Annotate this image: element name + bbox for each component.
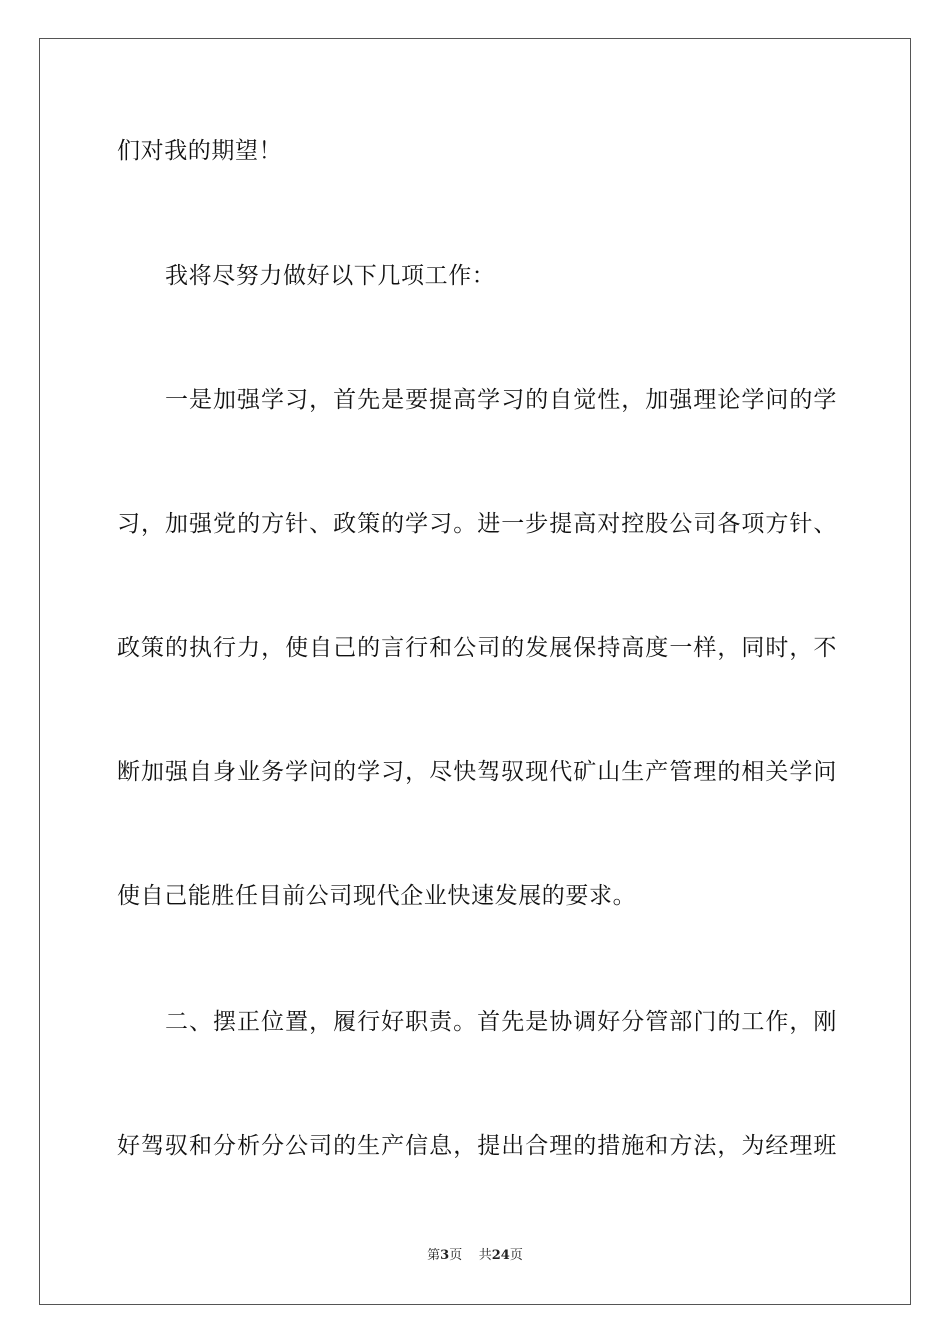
footer-total-suffix: 页 [509,1248,523,1263]
text-line-8: 二、摆正位置，履行好职责。首先是协调好分管部门的工作，刚 [165,1009,837,1035]
text-line-5: 政策的执行力，使自己的言行和公司的发展保持高度一样，同时，不 [117,635,837,661]
page-footer [0,1247,950,1265]
footer-page-suffix: 页 [449,1248,463,1263]
page-border [39,38,911,1305]
text-line-6: 断加强自身业务学问的学习，尽快驾驭现代矿山生产管理的相关学问 [117,759,837,785]
footer-total-prefix: 共 [478,1248,492,1263]
footer-page-prefix: 第 [427,1248,441,1263]
text-line-3: 一是加强学习，首先是要提高学习的自觉性，加强理论学问的学 [165,387,837,413]
footer-total-number: 24 [491,1248,510,1263]
text-line-4: 习，加强党的方针、政策的学习。进一步提高对控股公司各项方针、 [117,511,837,537]
text-line-1: 们对我的期望！ [117,138,283,164]
text-line-2: 我将尽努力做好以下几项工作： [165,263,496,289]
text-line-9: 好驾驭和分析分公司的生产信息，提出合理的措施和方法，为经理班 [117,1133,837,1159]
footer-page-number: 3 [440,1248,450,1263]
text-line-7: 使自己能胜任目前公司现代企业快速发展的要求。 [117,883,637,909]
